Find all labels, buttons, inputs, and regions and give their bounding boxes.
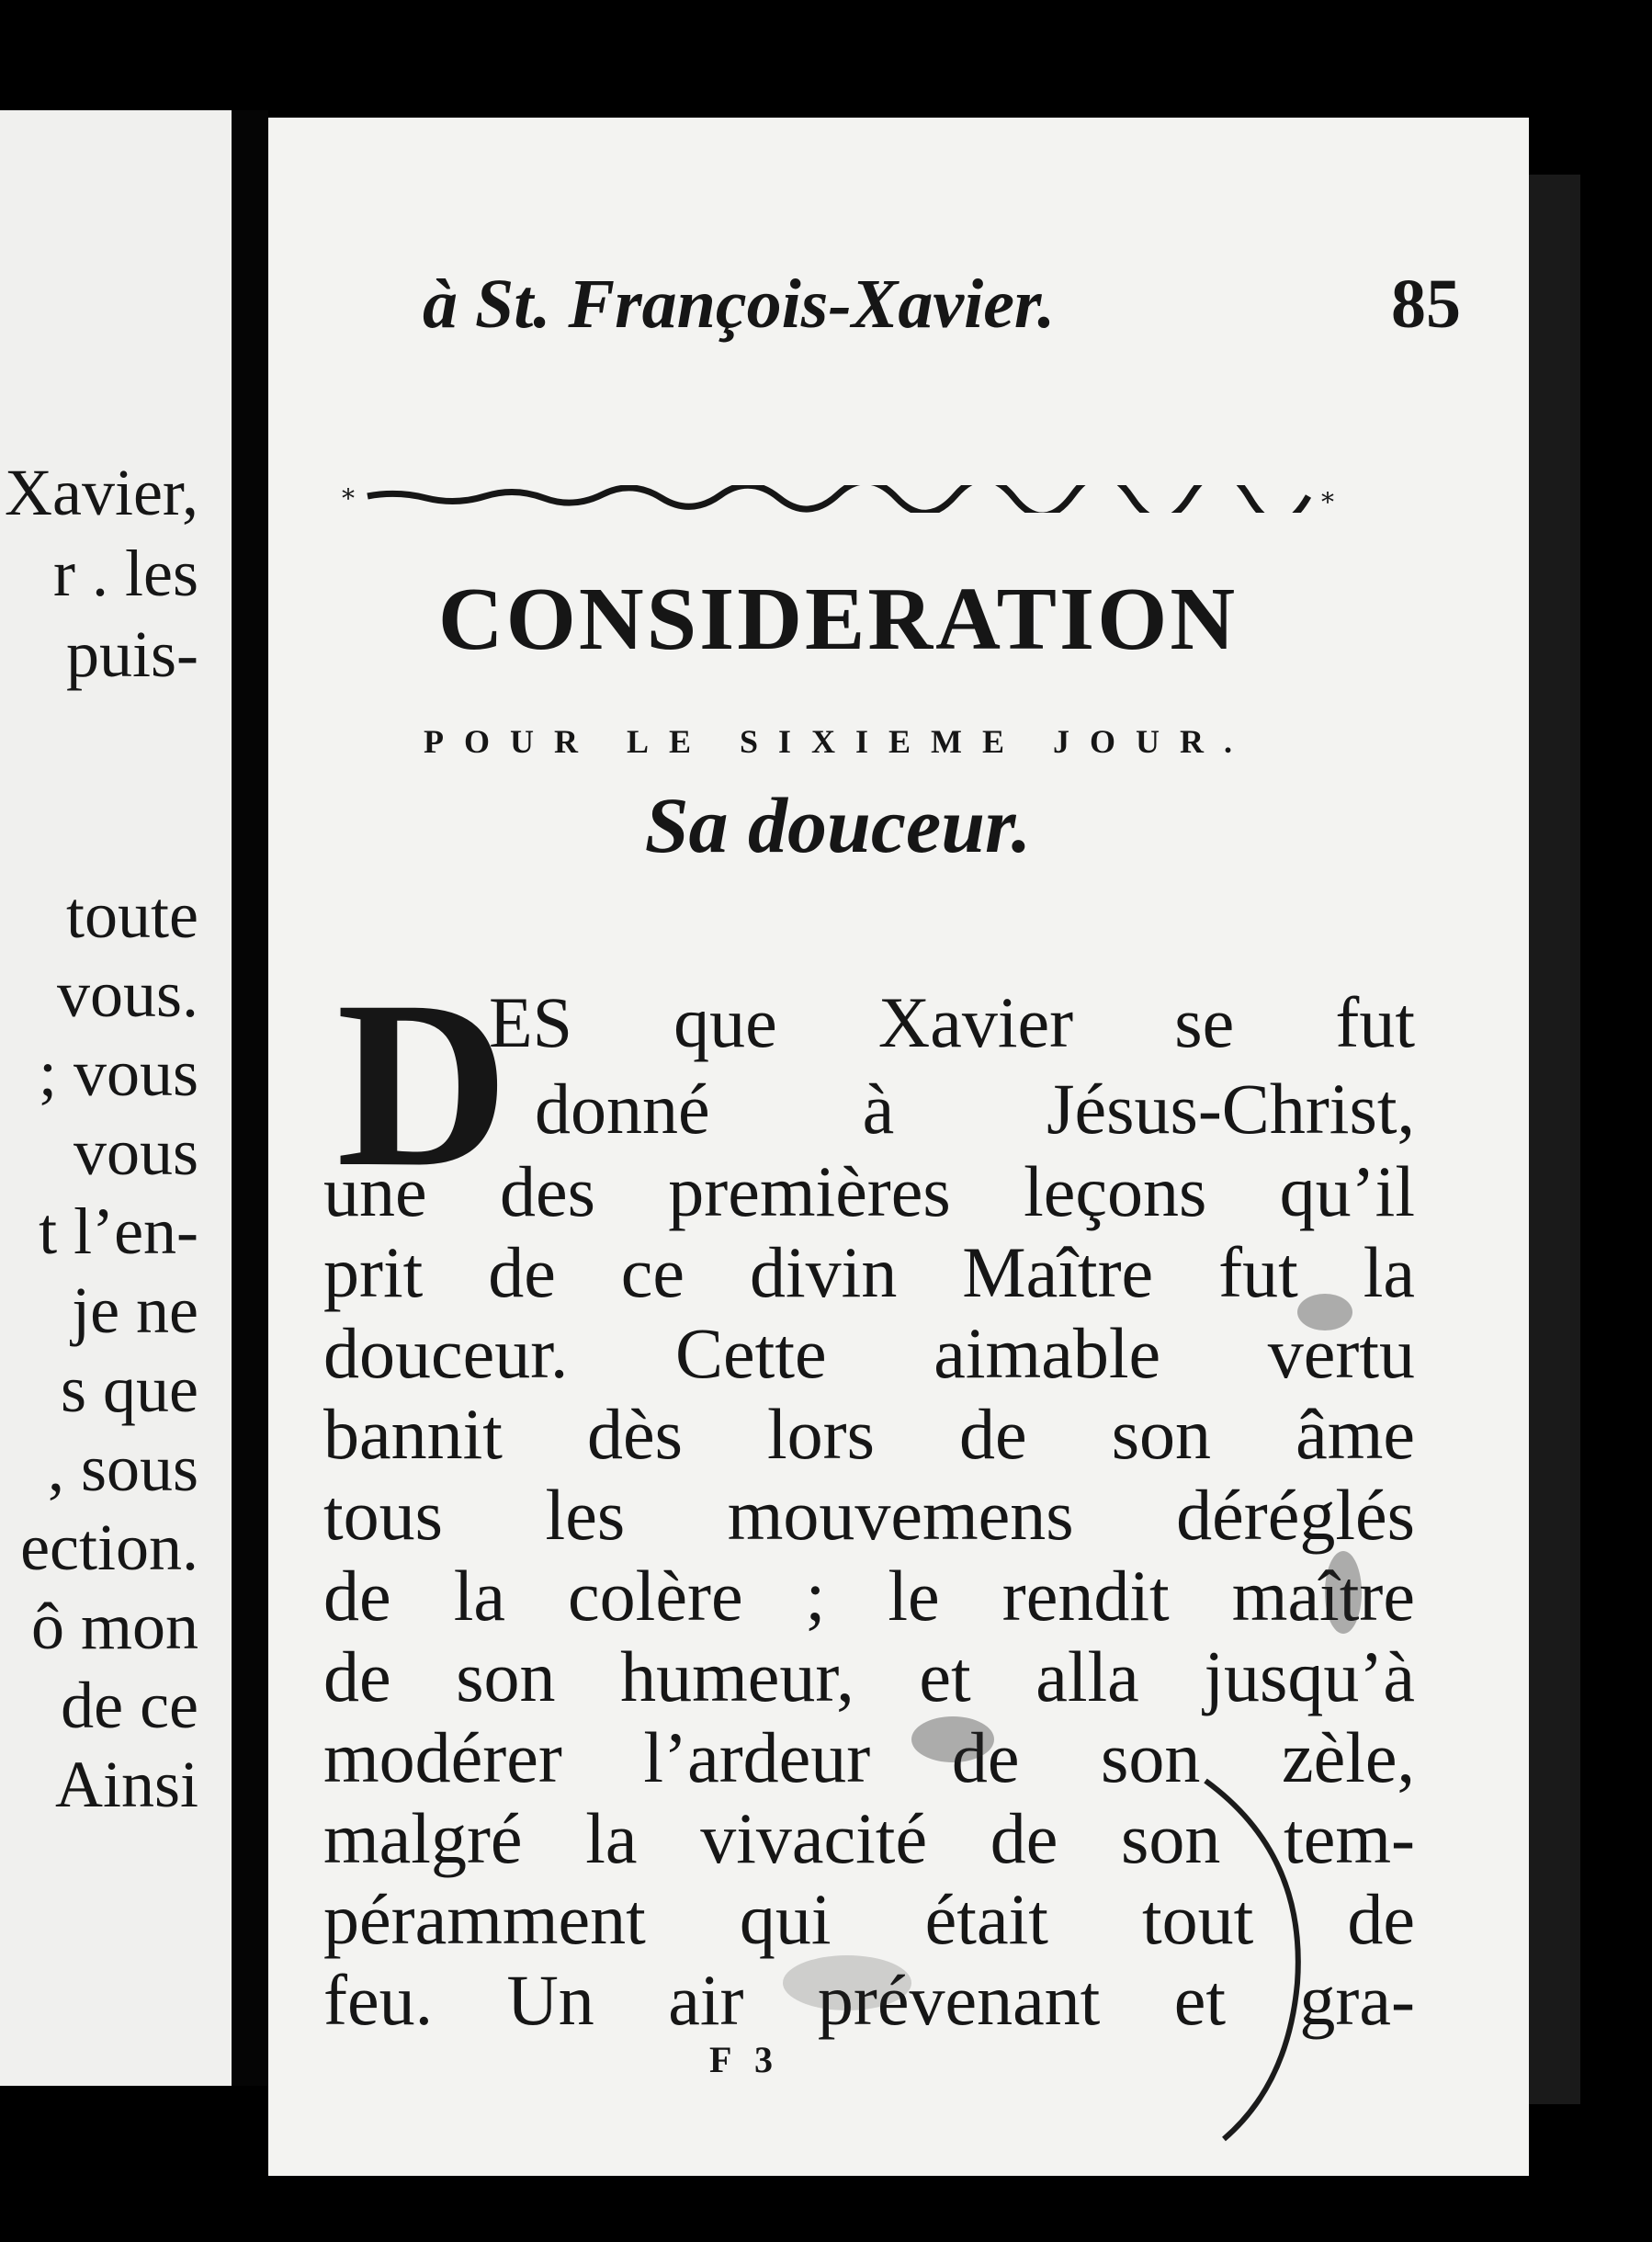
signature-mark: F 3 — [709, 2039, 780, 2080]
body-line: de son humeur, et alla jusqu’à — [323, 1636, 1415, 1716]
svg-text:*: * — [1321, 487, 1334, 513]
page-edge — [1529, 175, 1580, 2104]
body-line: modérer l’ardeur de son zèle, — [323, 1717, 1415, 1797]
body-line: péramment qui était tout de — [323, 1879, 1415, 1959]
left-page-line: t l’en- — [39, 1195, 198, 1268]
body-line: malgré la vivacité de son tem- — [323, 1798, 1415, 1878]
body-line: tous les mouvemens déréglés — [323, 1475, 1415, 1555]
left-page-line: vous. — [56, 957, 198, 1031]
body-line: ES que Xavier se fut — [489, 982, 1415, 1062]
left-page-line: de ce — [61, 1669, 198, 1742]
left-page-line: Xavier, — [4, 456, 198, 529]
body-line: une des premières leçons qu’il — [323, 1151, 1415, 1231]
drop-cap: D — [336, 952, 509, 1217]
left-page-line: toute — [66, 878, 198, 952]
left-page-line: , sous — [47, 1432, 198, 1505]
left-page-line: puis- — [66, 617, 198, 691]
left-page-line: je ne — [72, 1274, 198, 1347]
body-line: prit de ce divin Maître fut la — [323, 1232, 1415, 1312]
chapter-subtitle: POUR LE SIXIEME JOUR. — [423, 723, 1253, 760]
page-85 — [268, 118, 1529, 2176]
stain — [911, 1716, 994, 1762]
left-page-line: vous — [73, 1115, 198, 1189]
pen-mark — [1196, 1772, 1343, 2157]
left-page-line: ô mon — [30, 1590, 198, 1663]
left-page-line: r . les — [53, 537, 198, 610]
section-heading: Sa douceur. — [644, 781, 1032, 869]
stain — [1297, 1294, 1352, 1330]
stain — [783, 1955, 911, 2010]
left-page-line: s que — [61, 1353, 198, 1426]
body-line: feu. Un air prévenant et gra- — [323, 1960, 1415, 2040]
page-number: 85 — [1391, 266, 1461, 343]
left-page-line: ection. — [20, 1511, 198, 1584]
running-head-text: à St. François-Xavier. — [423, 266, 1056, 343]
svg-text:*: * — [342, 485, 355, 513]
left-page-line: ; vous — [38, 1036, 198, 1110]
chapter-title: CONSIDERATION — [437, 570, 1239, 669]
body-line: donné à Jésus-Christ, — [535, 1069, 1415, 1149]
left-page-line: Ainsi — [54, 1748, 198, 1821]
running-head — [423, 265, 1461, 345]
body-line: bannit dès lors de son âme — [323, 1394, 1415, 1474]
stain — [1325, 1551, 1362, 1634]
book-gutter — [232, 110, 268, 2086]
body-line: de la colère ; le rendit maître — [323, 1556, 1415, 1636]
ornamental-rule — [342, 485, 1343, 513]
body-line: douceur. Cette aimable vertu — [323, 1313, 1415, 1393]
previous-page — [0, 110, 232, 2086]
